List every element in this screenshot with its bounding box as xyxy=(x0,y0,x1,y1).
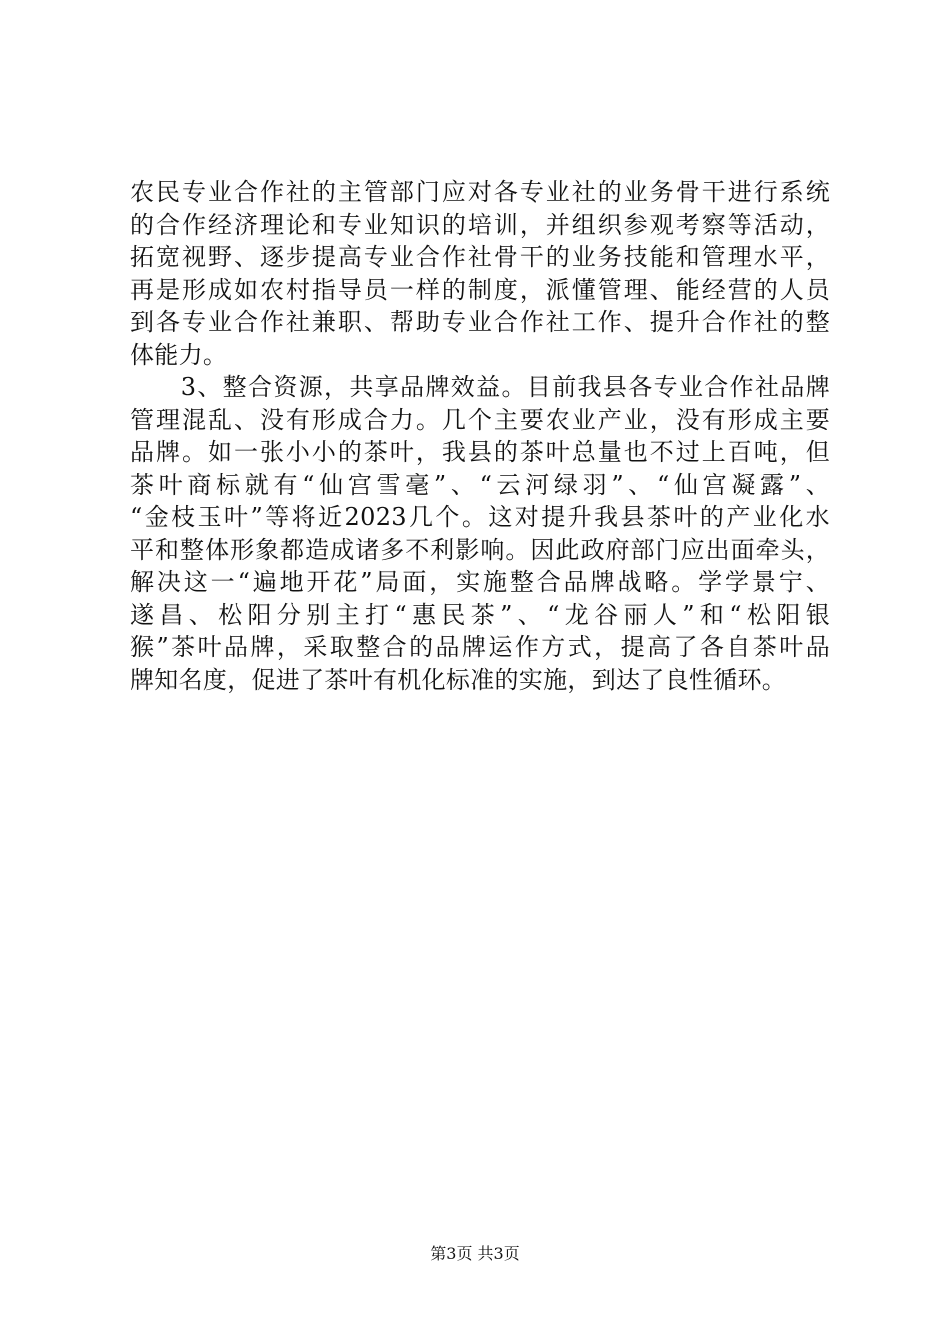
text-line: 3、整合资源，共享品牌效益。目前我县各专业合作社品牌 xyxy=(130,373,830,401)
text-line: 遂昌、松阳分别主打“惠民茶”、“龙谷丽人”和“松阳银 xyxy=(130,600,830,629)
text-line: 再是形成如农村指导员一样的制度，派懂管理、能经营的人员 xyxy=(130,275,830,304)
text-line: 品牌。如一张小小的茶叶，我县的茶叶总量也不过上百吨，但 xyxy=(130,438,830,466)
body-text xyxy=(130,176,830,696)
text-line: “金枝玉叶”等将近2023几个。这对提升我县茶叶的产业化水 xyxy=(130,503,830,531)
text-line: 牌知名度，促进了茶叶有机化标准的实施，到达了良性循环。 xyxy=(130,665,787,694)
text-line: 茶叶商标就有“仙宫雪毫”、“云河绿羽”、“仙宫凝露”、 xyxy=(130,470,830,499)
text-line: 体能力。 xyxy=(130,340,228,369)
text-line: 解决这一“遍地开花”局面，实施整合品牌战略。学学景宁、 xyxy=(130,568,830,596)
page-number-footer: 第3页 共3页 xyxy=(430,1244,520,1263)
text-line: 猴”茶叶品牌，采取整合的品牌运作方式，提高了各自茶叶品 xyxy=(130,633,830,661)
text-line: 管理混乱、没有形成合力。几个主要农业产业，没有形成主要 xyxy=(130,405,830,434)
text-line: 的合作经济理论和专业知识的培训，并组织参观考察等活动， xyxy=(130,210,830,239)
text-line: 平和整体形象都造成诸多不利影响。因此政府部门应出面牵头， xyxy=(130,535,830,564)
text-line: 拓宽视野、逐步提高专业合作社骨干的业务技能和管理水平， xyxy=(130,243,830,271)
text-line: 农民专业合作社的主管部门应对各专业社的业务骨干进行系统 xyxy=(130,178,830,206)
text-line: 到各专业合作社兼职、帮助专业合作社工作、提升合作社的整 xyxy=(130,308,830,336)
